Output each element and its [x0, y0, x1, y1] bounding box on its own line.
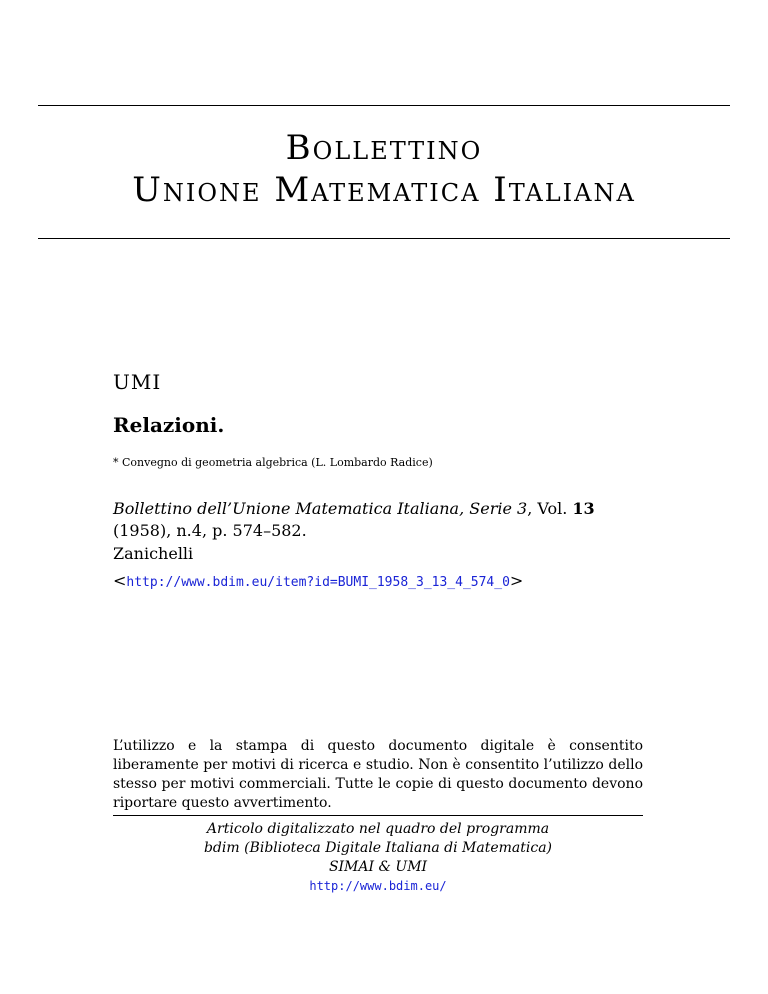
link-close-bracket: > — [509, 571, 524, 590]
author: UMI — [113, 370, 162, 394]
citation-issue-pages: (1958), n.4, p. 574–582. — [113, 521, 307, 540]
program-line3: SIMAI & UMI — [328, 859, 428, 875]
article-note: * Convegno di geometria algebrica (L. Lombardo Radice) — [113, 456, 433, 469]
program-url[interactable]: http://www.bdim.eu/ — [309, 879, 447, 893]
link-open-bracket: < — [113, 571, 127, 590]
item-url[interactable]: http://www.bdim.eu/item?id=BUMI_1958_3_13_4_574_0 — [126, 575, 510, 590]
citation-vol-label: , Vol. — [527, 499, 568, 518]
journal-title-line2: Unione Matematica Italiana — [132, 170, 636, 210]
citation-volume: 13 — [572, 499, 595, 518]
article-title: Relazioni. — [113, 413, 225, 437]
publisher: Zanichelli — [113, 544, 194, 563]
program-rule — [113, 815, 643, 816]
item-link[interactable] — [113, 571, 523, 590]
program-line2: bdim (Biblioteca Digitale Italiana di Matematica) — [203, 840, 553, 856]
program-note — [113, 820, 643, 896]
citation-journal-series: Bollettino dell’Unione Matematica Italiana, Serie 3 — [113, 499, 528, 518]
disclaimer: L’utilizzo e la stampa di questo documento digitale è consentito liberamente per motivi di ricerca e studio. Non è consentito l’utilizzo dello stesso per motivi commerciali. Tutte le copie di questo documento devono riportare questo avvertimento. — [113, 738, 643, 811]
program-line1: Articolo digitalizzato nel quadro del programma — [206, 821, 550, 837]
top-rule — [38, 105, 730, 106]
journal-title-line1: Bollettino — [285, 128, 483, 168]
bottom-title-rule — [38, 238, 730, 239]
citation — [113, 498, 595, 542]
